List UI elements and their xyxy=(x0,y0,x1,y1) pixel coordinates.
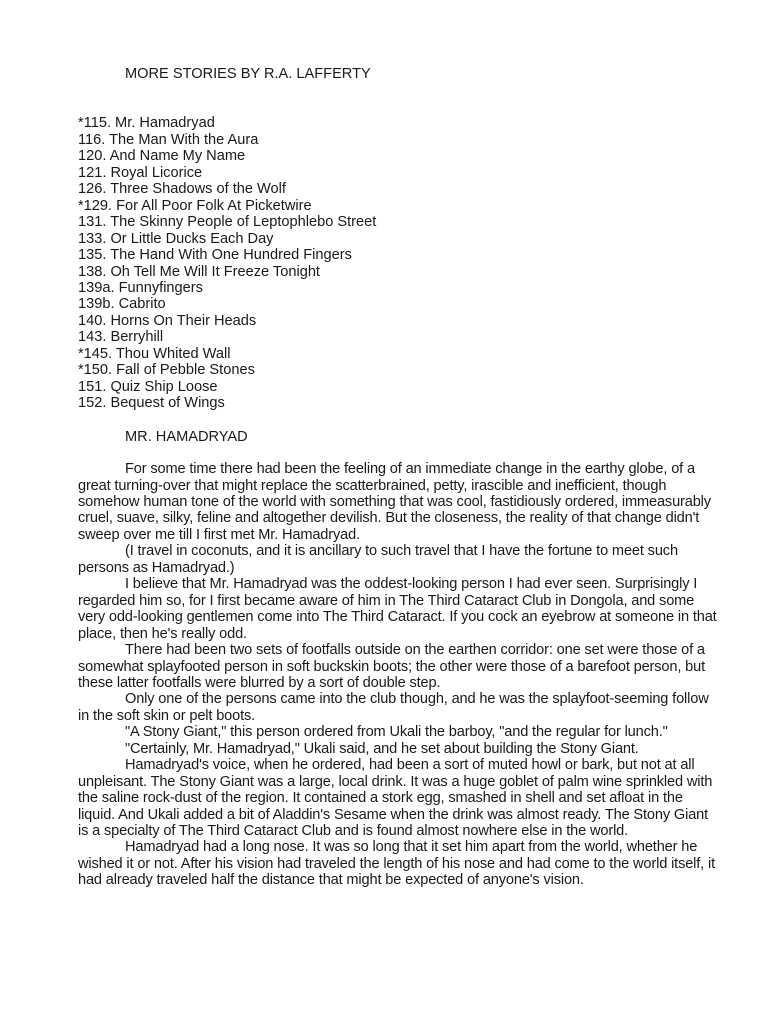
story-list-item: 139b. Cabrito xyxy=(78,296,166,313)
story-list xyxy=(78,115,718,411)
paragraph: Hamadryad had a long nose. It was so long that it set him apart from the world, whether he wished it or not. After his vision had traveled the length of his nose and had come to the world itself, it had already traveled half the distance that might be expected of anyone's vision. xyxy=(78,839,715,889)
document-title: MORE STORIES BY R.A. LAFFERTY xyxy=(125,66,371,82)
section-title: MR. HAMADRYAD xyxy=(125,428,248,445)
paragraph: I believe that Mr. Hamadryad was the oddest-looking person I had ever seen. Surprisingly I regarded him so, for I first became aware of him in The Third Cataract Club in Dongola, and some very odd-looking gentlemen come into The Third Cataract. If you cock an eyebrow at someone in that place, then he's really odd. xyxy=(78,576,717,642)
story-list-item: *145. Thou Whited Wall xyxy=(78,345,231,362)
story-list-item: 143. Berryhill xyxy=(78,329,164,346)
paragraph: There had been two sets of footfalls outside on the earthen corridor: one set were those of a somewhat splayfooted person in soft buckskin boots; the other were those of a barefoot person, but these latter footfalls were blurred by a sort of double step. xyxy=(78,642,705,691)
story-list-item: 139a. Funnyfingers xyxy=(78,279,203,296)
story-list-item: 120. And Name My Name xyxy=(78,148,246,165)
paragraph: "A Stony Giant," this person ordered from Ukali the barboy, "and the regular for lunch." xyxy=(125,724,668,741)
story-list-item: *115. Mr. Hamadryad xyxy=(78,115,215,132)
paragraph: Only one of the persons came into the club though, and he was the splayfoot-seeming follow in the soft skin or pelt boots. xyxy=(78,691,709,724)
paragraph: Hamadryad's voice, when he ordered, had been a sort of muted howl or bark, but not at all unpleisant. The Stony Giant was a large, local drink. It was a huge goblet of palm wine sprinkled with the saline rock-dust of the region. It contained a stork egg, smashed in shell and set afloat in the liquid. And Ukali added a bit of Aladdin's Sesame when the drink was almost ready. The Stony Giant is a specialty of The Third Cataract Club and is found almost nowhere else in the world. xyxy=(78,757,713,840)
story-list-item: 116. The Man With the Aura xyxy=(78,131,259,148)
story-list-item: *129. For All Poor Folk At Picketwire xyxy=(78,197,312,214)
story-list-item: 131. The Skinny People of Leptophlebo Street xyxy=(78,214,377,231)
story-list-item: 151. Quiz Ship Loose xyxy=(78,378,218,395)
story-list-item: 126. Three Shadows of the Wolf xyxy=(78,181,286,198)
paragraph: "Certainly, Mr. Hamadryad," Ukali said, and he set about building the Stony Giant. xyxy=(125,740,639,757)
story-list-item: 152. Bequest of Wings xyxy=(78,395,225,412)
paragraph: (I travel in coconuts, and it is ancillary to such travel that I have the fortune to meet such persons as Hamadryad.) xyxy=(78,543,678,576)
document-page xyxy=(78,66,718,889)
story-list-item: 121. Royal Licorice xyxy=(78,164,203,181)
story-list-item: 135. The Hand With One Hundred Fingers xyxy=(78,247,352,264)
story-list-item: *150. Fall of Pebble Stones xyxy=(78,362,255,379)
story-list-item: 133. Or Little Ducks Each Day xyxy=(78,230,274,247)
story-list-item: 138. Oh Tell Me Will It Freeze Tonight xyxy=(78,263,320,280)
story-body xyxy=(78,461,718,889)
paragraph: For some time there had been the feeling of an immediate change in the earthy globe, of a great turning-over that might replace the scatterbrained, petty, irascible and inefficient, though somehow human tone of the world with something that was cool, fastidiously ordered, immeasurably cruel, suave, silky, feline and altogether devilish. But the closeness, the reality of that change didn't sweep over me till I first met Mr. Hamadryad. xyxy=(78,461,711,543)
story-list-item: 140. Horns On Their Heads xyxy=(78,312,257,329)
